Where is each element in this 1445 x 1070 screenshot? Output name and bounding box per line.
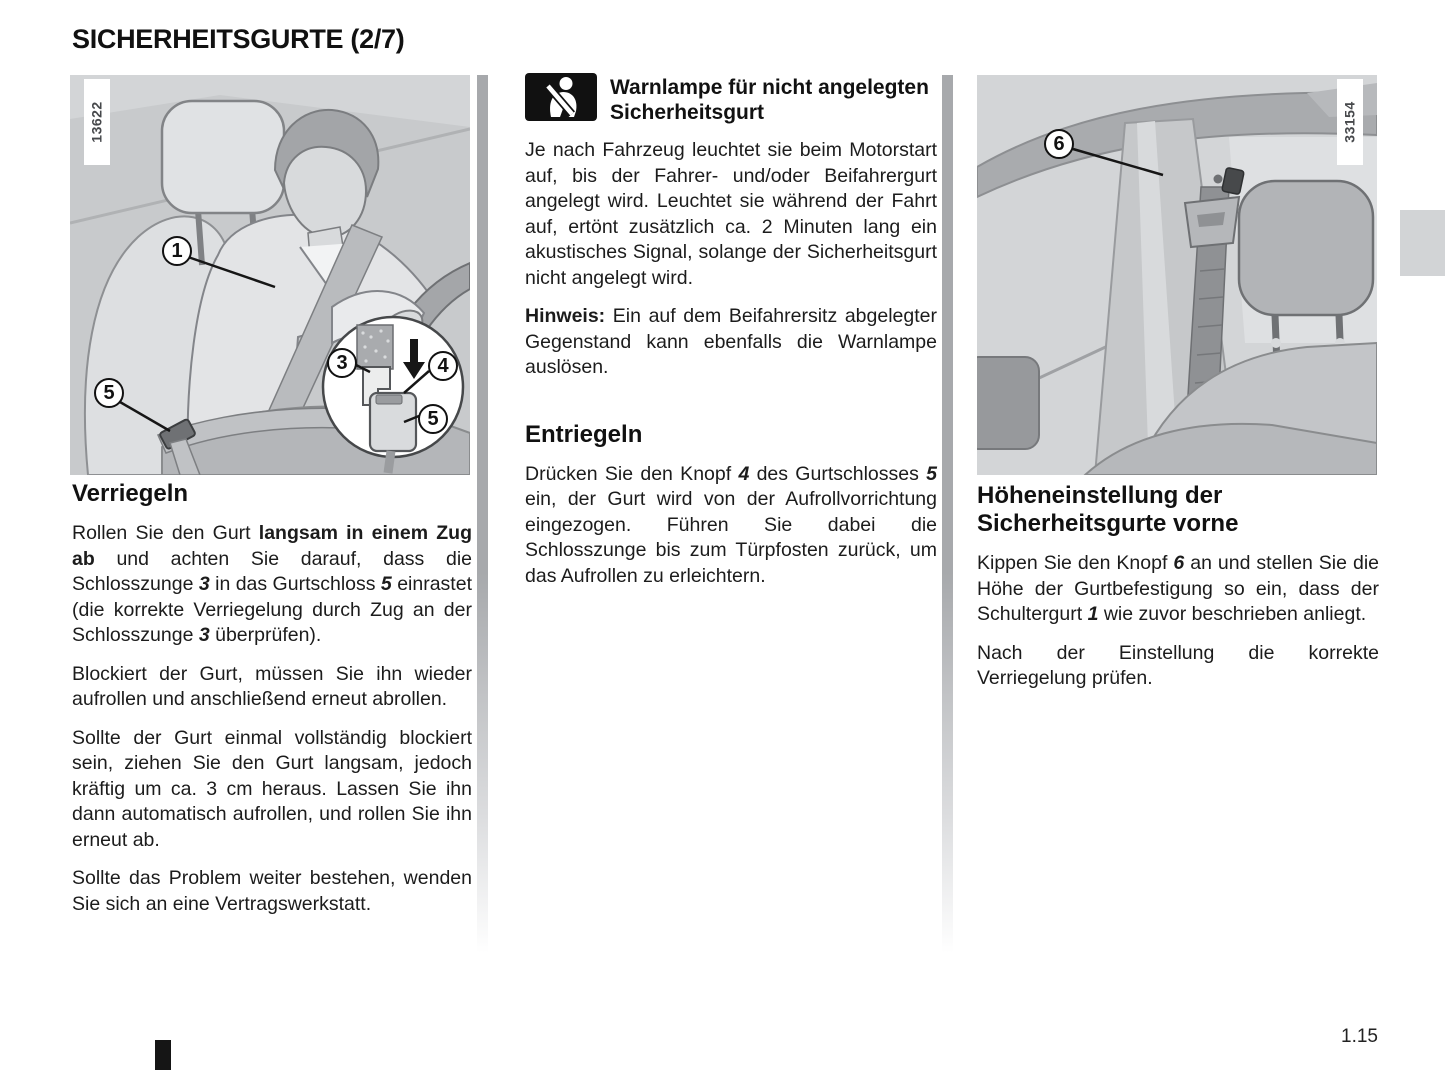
figure-belt-height-adjuster bbox=[977, 75, 1377, 475]
column-divider-left bbox=[477, 75, 488, 980]
callout-4: 4 bbox=[428, 351, 458, 381]
paragraph-hinweis: Hinweis: Ein auf dem Beifahrersitz abgelegter Gegenstand kann ebenfalls die Warnlampe auslösen. bbox=[525, 305, 937, 378]
print-registration-mark bbox=[155, 1040, 171, 1070]
callout-5-main: 5 bbox=[94, 378, 124, 408]
paragraph: Nach der Einstellung die korrekte Verriegelung prüfen. bbox=[977, 641, 1379, 689]
page-title: SICHERHEITSGURTE (2/7) bbox=[72, 24, 405, 54]
section-heading-verriegeln: Verriegeln bbox=[72, 480, 189, 507]
driver-seatbelt-illustration bbox=[70, 75, 470, 475]
left-column bbox=[72, 480, 472, 917]
chapter-thumb-tab bbox=[1400, 210, 1445, 276]
belt-height-adjuster-illustration bbox=[977, 75, 1377, 475]
column-divider-right bbox=[942, 75, 953, 980]
page-number: 1.15 bbox=[1341, 1026, 1378, 1047]
paragraph: Kippen Sie den Knopf 6 an und stellen Sie die Höhe der Gurtbefestigung so ein, dass der Schultergurt 1 wie zuvor beschrieben anliegt. bbox=[977, 552, 1379, 625]
paragraph: Blockiert der Gurt, müssen Sie ihn wieder aufrollen und anschließend erneut abrollen. bbox=[72, 662, 472, 710]
middle-column bbox=[525, 73, 937, 589]
callout-6: 6 bbox=[1044, 129, 1074, 159]
warning-lamp-header bbox=[525, 73, 937, 125]
section-heading-entriegeln: Entriegeln bbox=[525, 420, 643, 448]
figure-id-label: 13622 bbox=[84, 79, 110, 165]
right-column bbox=[977, 482, 1379, 692]
callout-3: 3 bbox=[327, 348, 357, 378]
seatbelt-warning-icon bbox=[525, 73, 597, 121]
paragraph: Je nach Fahrzeug leuchtet sie beim Motorstart auf, bis der Fahrer- und/oder Beifahrergurt angelegt wird. Leuchtet sie während der Fahrt auf, ertönt zusätzlich ca. 2 Minuten lang ein akustisches Signal, solange der Sicherheitsgurt nicht angelegt wird. bbox=[525, 139, 937, 289]
figure-driver-seatbelt bbox=[70, 75, 470, 475]
figure-id-label: 33154 bbox=[1337, 79, 1363, 165]
paragraph: Rollen Sie den Gurt langsam in einem Zug ab und achten Sie darauf, dass die Schlosszunge 3 in das Gurtschloss 5 einrastet (die korrekte Verriegelung durch Zug an der Schlosszunge 3 überprüfen). bbox=[72, 522, 472, 646]
callout-1: 1 bbox=[162, 236, 192, 266]
warning-lamp-heading: Warnlampe für nicht angelegten Sicherheitsgurt bbox=[610, 76, 929, 124]
paragraph: Sollte der Gurt einmal vollständig blockiert sein, ziehen Sie den Gurt langsam, jedoch kräftig um ca. 3 cm heraus. Lassen Sie ihn dann automatisch aufrollen, und rollen Sie ihn erneut ab. bbox=[72, 726, 472, 851]
paragraph: Drücken Sie den Knopf 4 des Gurtschlosses 5 ein, der Gurt wird von der Aufrollvorrichtung eingezogen. Führen Sie dabei die Schlosszunge bis zum Türpfosten zurück, um das Aufrollen zu erleichtern. bbox=[525, 462, 937, 587]
callout-5-inset: 5 bbox=[418, 404, 448, 434]
section-heading-hoeheneinstellung: Höheneinstellung der Sicherheitsgurte vorne bbox=[977, 482, 1239, 537]
paragraph: Sollte das Problem weiter bestehen, wenden Sie sich an eine Vertragswerkstatt. bbox=[72, 867, 472, 915]
